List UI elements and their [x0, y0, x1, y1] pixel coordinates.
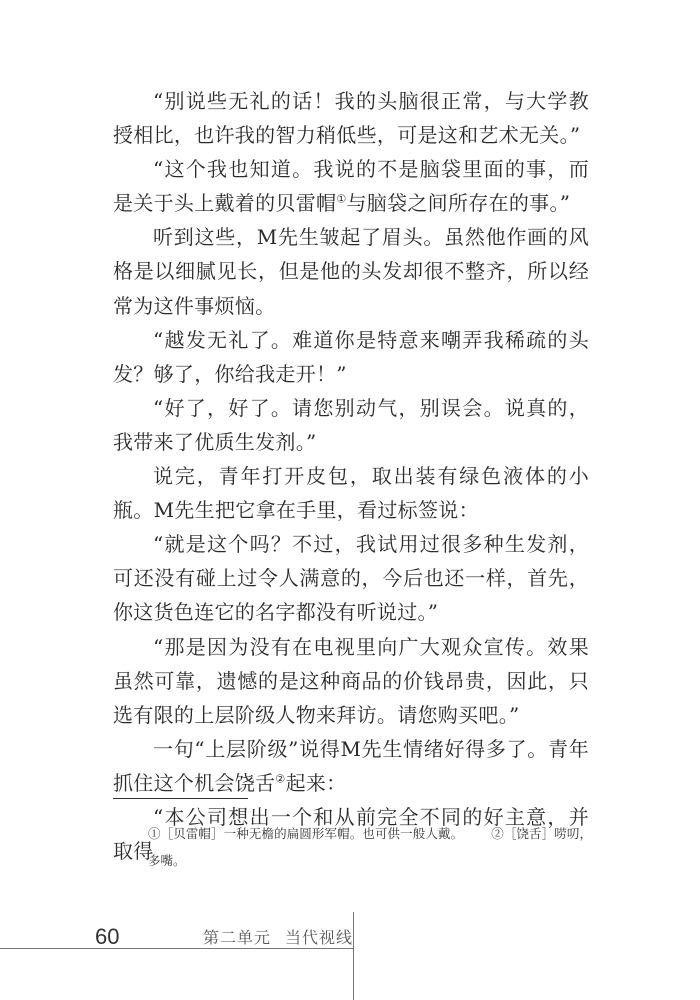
paragraph: “越发无礼了。难道你是特意来嘲弄我稀疏的头发？够了，你给我走开！”: [113, 327, 589, 386]
footnote-divider: [113, 798, 248, 799]
unit-label: 第二单元: [203, 928, 272, 947]
paragraph: “别说些无礼的话！我的头脑很正常，与大学教授相比，也许我的智力稍低些，可是这和艺术无关。”: [113, 89, 589, 148]
body-text: [113, 84, 589, 868]
paragraph: 一句“上层阶级”说得M先生情绪好得多了。青年抓住这个机会饶舌②起来：: [113, 736, 589, 795]
footnotes: [148, 820, 592, 874]
paragraph: “本公司想出一个和从前完全不同的好主意，并取得: [113, 804, 589, 864]
paragraph: “就是这个吗？不过，我试用过很多种生发剂，可还没有碰上过令人满意的，今后也还一样，首先，你这货色连它的名字都没有听说过。”: [113, 532, 589, 625]
footer-horizontal-rule: [0, 948, 353, 949]
footnote-beret: ①［贝雷帽］一种无檐的扁圆形军帽。也可供一般人戴。: [148, 826, 464, 841]
section-label: 当代视线: [285, 928, 354, 947]
paragraph: “这个我也知道。我说的不是脑袋里面的事，而是关于头上戴着的贝雷帽①与脑袋之间所存在的事。”: [113, 157, 589, 216]
footer-vertical-rule: [353, 912, 354, 1000]
footnote-marker[interactable]: ②: [275, 772, 286, 786]
paragraph: “好了，好了。请您别动气，别误会。说真的，我带来了优质生发剂。”: [113, 395, 589, 454]
footnote-marker[interactable]: ①: [336, 192, 347, 206]
page-number: 60: [95, 924, 120, 949]
paragraph: 说完，青年打开皮包，取出装有绿色液体的小瓶。M先生把它拿在手里，看过标签说：: [113, 464, 589, 523]
footnote-raoshe: ②［饶舌］唠叨，多嘴。: [148, 826, 592, 868]
running-footer: [203, 925, 353, 948]
paragraph: 听到这些，M先生皱起了眉头。虽然他作画的风格是以细腻见长，但是他的头发却很不整齐，所以经常为这件事烦恼。: [113, 225, 589, 318]
paragraph: “那是因为没有在电视里向广大观众宣传。效果虽然可靠，遗憾的是这种商品的价钱昂贵，因此，只选有限的上层阶级人物来拜访。请您购买吧。”: [113, 634, 589, 727]
